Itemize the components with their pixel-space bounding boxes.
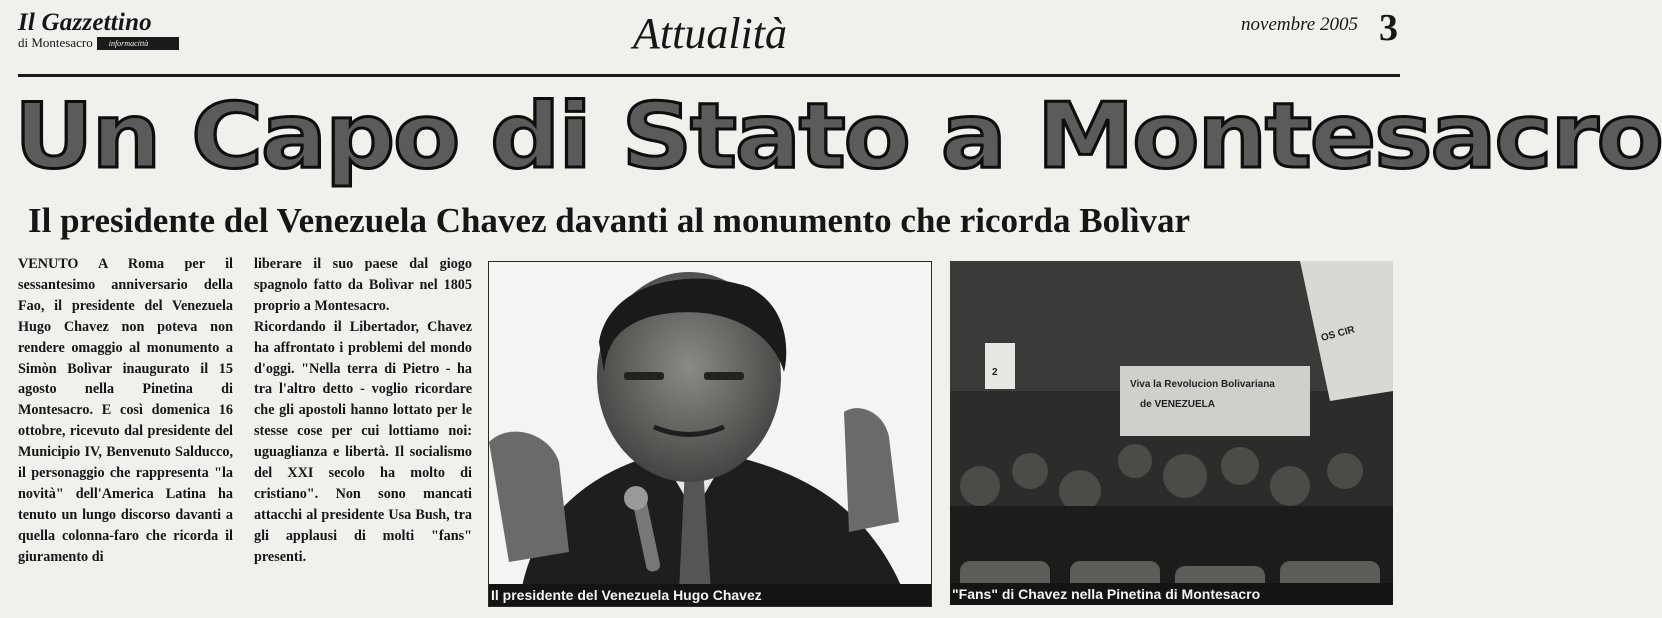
article-subheadline: Il presidente del Venezuela Chavez davanti al monumento che ricorda Bolìvar (28, 201, 1191, 240)
crowd-illustration (950, 261, 1393, 605)
article-column-2: liberare il suo paese dal giogo spagnolo fatto da Bolìvar nel 1805 proprio a Montesacro. Ricordando il Libertador, Chavez ha affrontato i problemi del mondo d'oggi. "Nella terra di Pietro - ha tra l'altro detto - voglio ricordare che gli apostoli hanno lottato per le stesse cose per cui lottiamo noi: uguaglianza e libertà. Il socialismo del XXI secolo ha molto di cristiano". Non sono mancati attacchi al presidente Usa Bush, tra gli applausi di molti "fans" presenti. (254, 256, 472, 565)
photo-caption: "Fans" di Chavez nella Pinetina di Montesacro (950, 583, 1393, 605)
article-headline: Un Capo di Stato a Montesacro (14, 84, 1662, 189)
issue-date: novembre 2005 (1241, 14, 1358, 35)
section-title: Attualità (633, 9, 787, 58)
flag-text: OS CIR (1319, 324, 1357, 344)
header-rule (18, 74, 1400, 77)
sign-number: 2 (992, 367, 998, 378)
brand-badge: informacittà (97, 37, 179, 50)
article-column-1: VENUTO A Roma per il sessantesimo anniversario della Fao, il presidente del Venezuela Hugo Chavez non poteva non rendere omaggio al monumento a Simòn Bolìvar inaugurato il 15 agosto nella Pinetina di Montesacro. E così domenica 16 ottobre, ricevuto dal presidente del Municipio IV, Benvenuto Salducco, il personaggio che rappresenta "la novità" dell'America Latina ha tenuto un lungo discorso davanti a quella colonna-faro che ricorda il giuramento di (18, 256, 233, 565)
banner-line1: Viva la Revolucion Bolivariana (1130, 379, 1275, 390)
photo-caption: Il presidente del Venezuela Hugo Chavez (489, 584, 931, 606)
brand-subtitle: di Montesacro (18, 35, 93, 50)
banner-line2: de VENEZUELA (1140, 399, 1216, 410)
portrait-illustration (489, 262, 931, 606)
chavez-portrait-photo (488, 261, 932, 607)
brand-name: Il Gazzettino (18, 9, 152, 36)
page-number: 3 (1379, 7, 1398, 49)
fans-crowd-photo (950, 261, 1393, 605)
